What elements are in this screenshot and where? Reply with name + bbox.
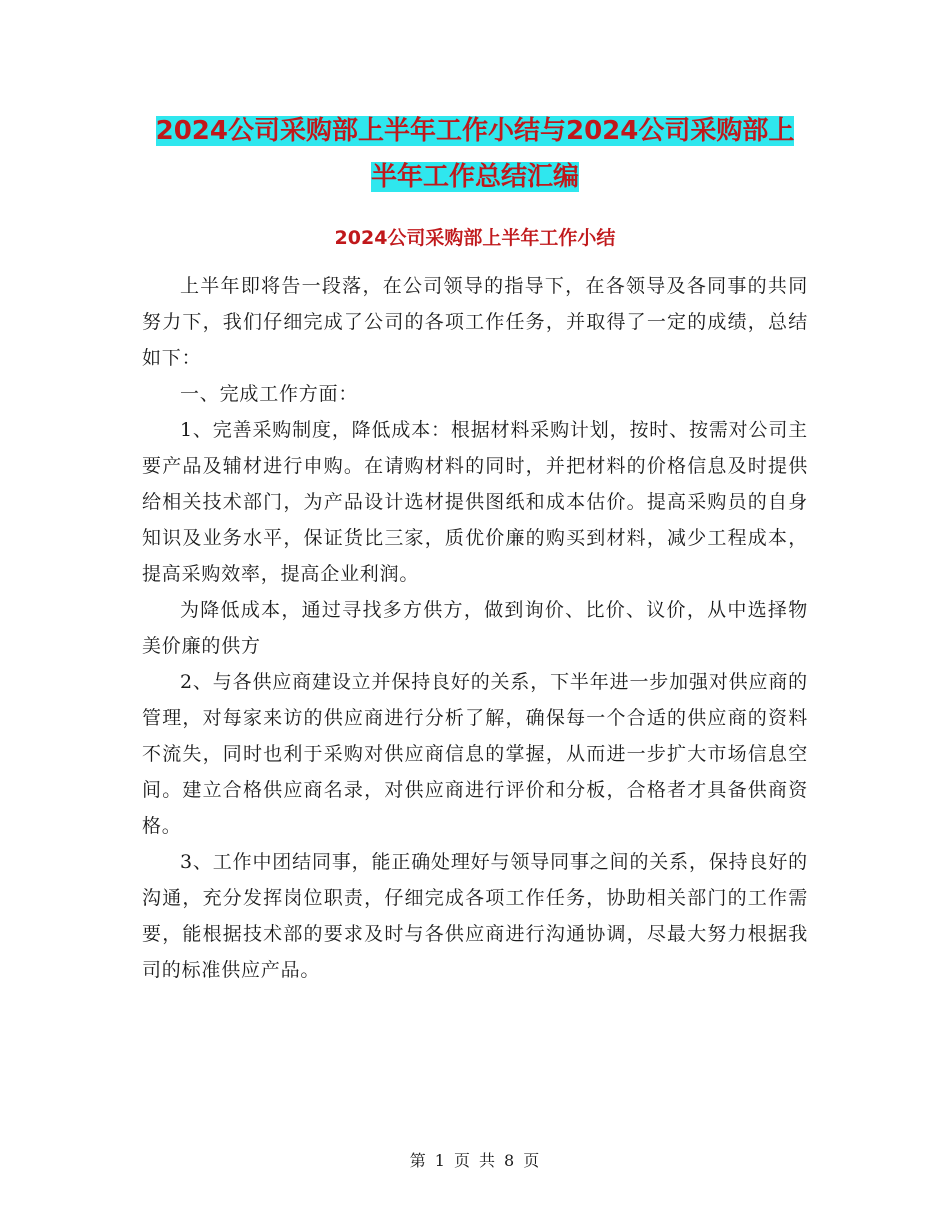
- footer-total-pages: 8: [504, 1151, 516, 1170]
- paragraph: 上半年即将告一段落，在公司领导的指导下，在各领导及各同事的共同努力下，我们仔细完成了公司的各项工作任务，并取得了一定的成绩，总结如下：: [142, 275, 808, 369]
- footer-page-unit: 页: [453, 1151, 471, 1170]
- section-title: 2024公司采购部上半年工作小结: [334, 227, 616, 249]
- document-body: [142, 268, 808, 988]
- paragraph: 一、完成工作方面：: [180, 383, 359, 405]
- paragraph: 2、与各供应商建设立并保持良好的关系，下半年进一步加强对供应商的管理，对每家来访的供应商进行分析了解，确保每一个合适的供应商的资料不流失，同时也利于采购对供应商信息的掌握，从而进一步扩大市场信息空间。建立合格供应商名录，对供应商进行评价和分板，合格者才具备供商资格。: [142, 671, 808, 837]
- footer-page-label: 第: [409, 1151, 427, 1170]
- paragraph: 为降低成本，通过寻找多方供方，做到询价、比价、议价，从中选择物美价廉的供方: [142, 599, 808, 657]
- footer-current-page: 1: [434, 1151, 446, 1170]
- paragraph: 3、工作中团结同事，能正确处理好与领导同事之间的关系，保持良好的沟通，充分发挥岗位职责，仔细完成各项工作任务，协助相关部门的工作需要，能根据技术部的要求及时与各供应商进行沟通协调，尽最大努力根据我司的标准供应产品。: [142, 851, 808, 981]
- paragraph: 1、完善采购制度，降低成本：根据材料采购计划，按时、按需对公司主要产品及辅材进行申购。在请购材料的同时，并把材料的价格信息及时提供给相关技术部门，为产品设计选材提供图纸和成本估价。提高采购员的自身知识及业务水平，保证货比三家，质优价廉的购买到材料，减少工程成本，提高采购效率，提高企业利润。: [142, 419, 808, 585]
- document-title: [140, 108, 810, 200]
- footer-total-unit: 页: [523, 1151, 541, 1170]
- document-title-line-1: 2024公司采购部上半年工作小结与2024公司采购部上: [155, 116, 795, 146]
- document-title-line-2: 半年工作总结汇编: [370, 162, 579, 192]
- page-footer: [0, 1150, 950, 1172]
- footer-total-label: 共: [479, 1151, 497, 1170]
